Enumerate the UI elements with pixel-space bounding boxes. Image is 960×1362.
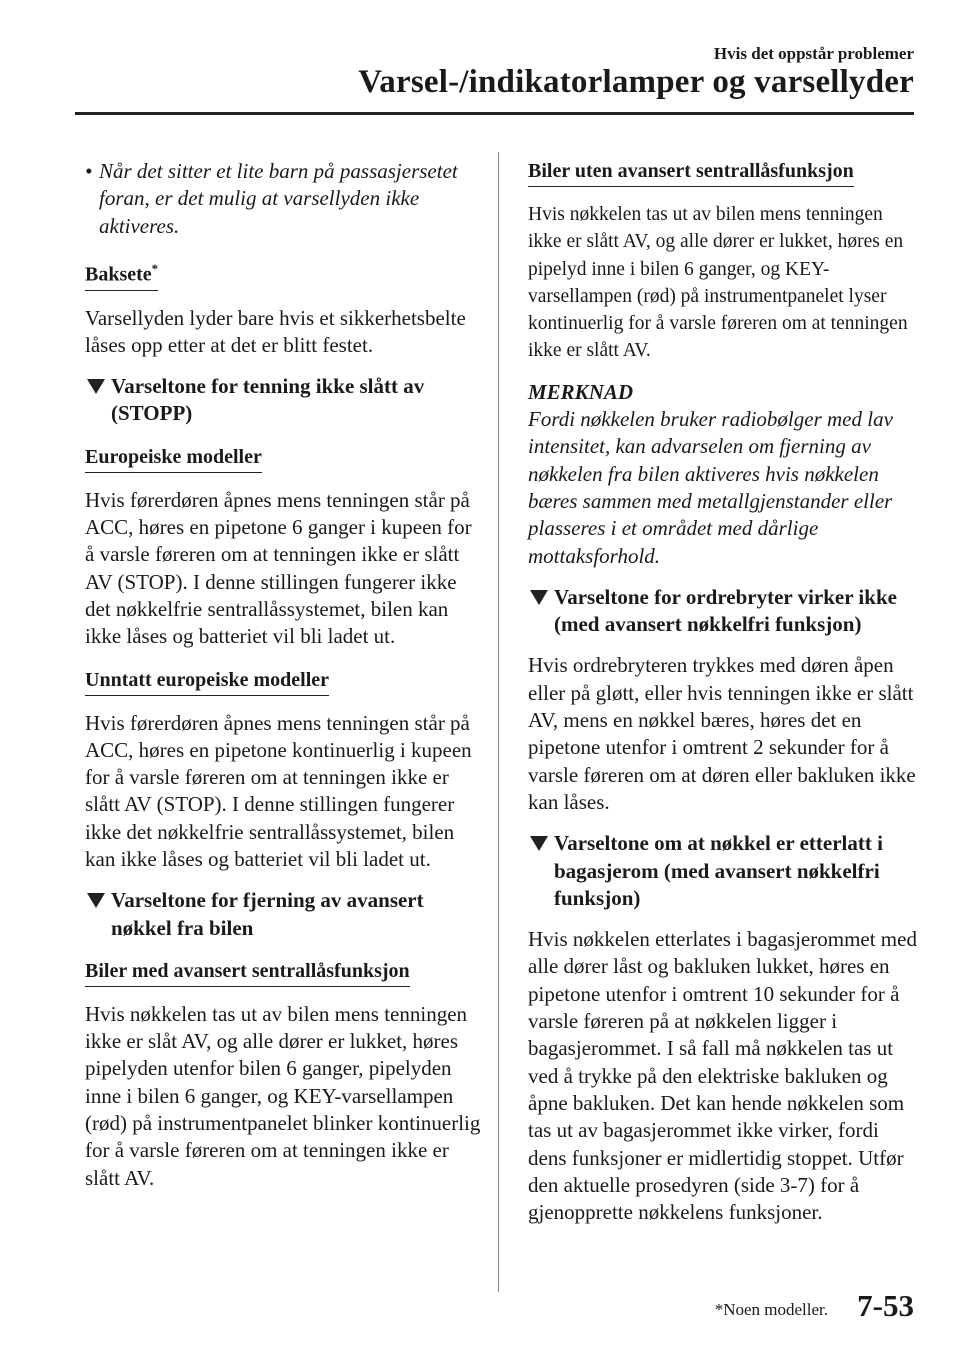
- page-number: 7-53: [857, 1288, 914, 1323]
- paragraph-request-switch: Hvis ordrebryteren trykkes med døren åpen eller på gløtt, eller hvis tenningen ikke er slått AV, mens en nøkkel bæres, høres det en pipetone utenfor i omtrent 2 sekunder for å varsle føreren om at døren eller bakluken ikke kan låses.: [528, 653, 916, 814]
- bullet-text: Når det sitter et lite barn på passasjersetet foran, er det mulig at varsellyden ikke aktiveres.: [99, 159, 458, 238]
- subheading-baksete: [85, 256, 158, 291]
- right-column: [528, 158, 918, 1240]
- section-heading-key-in-luggage-text: Varseltone om at nøkkel er etterlatt i bagasjerom (med avansert nøkkelfri funksjon): [554, 831, 883, 910]
- section-heading-key-in-luggage: [528, 830, 918, 912]
- subheading-baksete-text: Baksete: [85, 263, 152, 286]
- bullet-item: [85, 158, 483, 240]
- triangle-marker-icon: [530, 590, 548, 605]
- section-heading-key-removal-text: Varseltone for fjerning av avansert nøkkel fra bilen: [111, 888, 424, 940]
- section-heading-ignition: [85, 373, 483, 428]
- footnote: *Noen modeller.: [714, 1300, 828, 1319]
- triangle-marker-icon: [530, 836, 548, 851]
- column-divider: [498, 152, 499, 1292]
- paragraph-without-central-lock: Hvis nøkkelen tas ut av bilen mens tenningen ikke er slått AV, og alle dører er lukket, høres en pipelyd inne i bilen 6 ganger, og KEY-varsellampen (rød) på instrumentpanelet lyser kontinuerlig for å varsle føreren om at tenningen ikke er slått AV.: [528, 204, 908, 362]
- triangle-marker-icon: [87, 893, 105, 908]
- section-heading-request-switch-text: Varseltone for ordrebryter virker ikke (med avansert nøkkelfri funksjon): [554, 584, 897, 637]
- paragraph-baksete: Varsellyden lyder bare hvis et sikkerhetsbelte låses opp etter at det er blitt festet.: [85, 305, 466, 357]
- subheading-non-european: Unntatt europeiske modeller: [85, 667, 329, 696]
- bullet-dot: •: [85, 159, 93, 183]
- subheading-european: Europeiske modeller: [85, 444, 262, 473]
- paragraph-non-european: Hvis førerdøren åpnes mens tenningen står på ACC, høres en pipetone kontinuerlig i kupeen for å varsle føreren om at tenningen ikke er slått AV (STOP). I denne stillingen fungerer ikke det nøkkelfrie sentrallåssystemet, bilen kan ikke låses og batteriet vil bli ladet ut.: [85, 710, 472, 871]
- paragraph-with-central-lock: Hvis nøkkelen tas ut av bilen mens tenningen ikke er slåt AV, og alle dører er lukket, høres pipelyden utenfor bilen 6 ganger, pipelyden inne i bilen 6 ganger, og KEY-varsellampen (rød) på instrumentpanelet blinker kontinuerlig for å varsle føreren om at tenningen ikke er slått AV.: [85, 1001, 481, 1190]
- note-heading: MERKNAD: [528, 379, 634, 404]
- page-title: Varsel-/indikatorlamper og varsellyder: [358, 64, 914, 100]
- triangle-marker-icon: [87, 379, 105, 394]
- section-heading-key-removal: [85, 887, 483, 942]
- subheading-without-central-lock: Biler uten avansert sentrallåsfunksjon: [528, 158, 854, 187]
- header-rule: [75, 112, 914, 115]
- section-heading-ignition-text: Varseltone for tenning ikke slått av (STOPP): [111, 374, 425, 426]
- note-text: Fordi nøkkelen bruker radiobølger med lav intensitet, kan advarselen om fjerning av nøkkelen fra bilen aktiveres hvis nøkkelen bæres sammen med metallgjenstander eller plasseres i et området med dårlige mottaksforhold.: [528, 407, 893, 568]
- header-section: Hvis det oppstår problemer: [713, 44, 914, 63]
- paragraph-european: Hvis førerdøren åpnes mens tenningen står på ACC, høres en pipetone 6 ganger i kupeen for å varsle føreren om at tenningen ikke er slått AV (STOP). I denne stillingen fungerer ikke det nøkkelfrie sentrallåssystemet, bilen kan ikke låses og batteriet vil bli ladet ut.: [85, 487, 472, 649]
- paragraph-key-in-luggage: Hvis nøkkelen etterlates i bagasjerommet med alle dører låst og bakluken lukket, høres en pipetone utenfor i omtrent 10 sekunder for å varsle føreren på at nøkkelen ligger i bagasjerommet. I så fall må nøkkelen tas ut ved å trykke på den elektriske bakluken og åpne bakluken. Det kan hende nøkkelen som tas ut av bagasjerommet ikke virker, fordi dens funksjoner er midlertidig stoppet. Utfør den aktuelle prosedyren (side 3-7) for å gjenopprette nøkkelens funksjoner.: [528, 927, 917, 1225]
- subheading-with-central-lock: Biler med avansert sentrallåsfunksjon: [85, 958, 410, 987]
- section-heading-request-switch: [528, 584, 918, 639]
- footnote-mark: *: [151, 260, 159, 276]
- left-column: [85, 158, 483, 1206]
